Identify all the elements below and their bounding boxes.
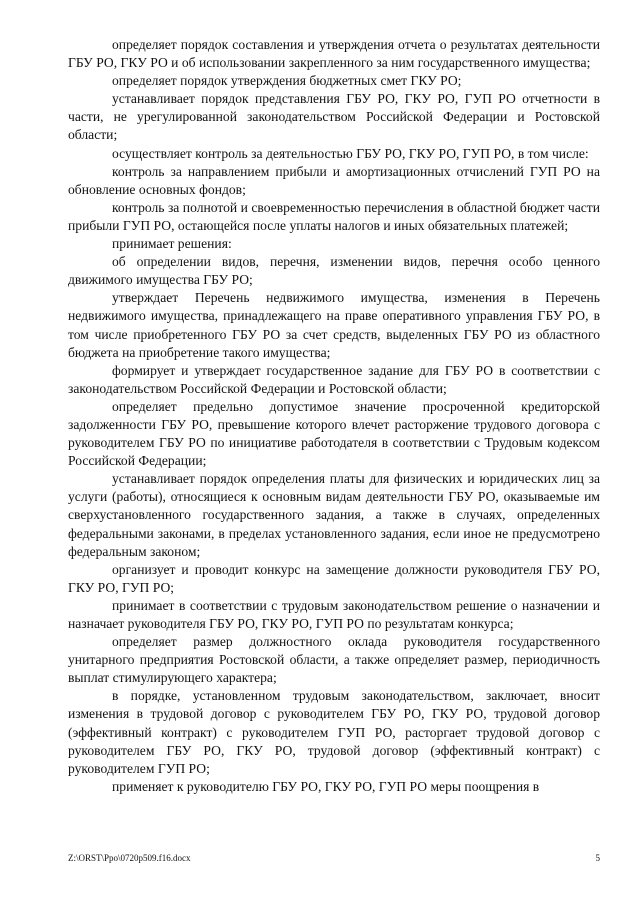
document-body <box>68 36 600 796</box>
footer-page-number: 5 <box>595 853 600 863</box>
paragraph: в порядке, установленном трудовым законодательством, заключает, вносит изменения в трудовой договор с руководителем ГБУ РО, ГКУ РО, трудовой договор (эффективный контракт) с руководителем ГУП РО, расторгает трудовой договор с руководителем ГБУ РО, ГКУ РО, трудовой договор (эффективный контракт) с руководителем ГУП РО; <box>68 688 600 776</box>
paragraph: принимает в соответствии с трудовым законодательством решение о назначении и назначает руководителя ГБУ РО, ГКУ РО, ГУП РО по результатам конкурса; <box>68 597 600 631</box>
paragraph: утверждает Перечень недвижимого имущества, изменения в Перечень недвижимого имущества, принадлежащего на праве оперативного управления ГБУ РО, в том числе приобретенного ГБУ РО за счет средств, выделенных ГБУ РО из областного бюджета на приобретение такого имущества; <box>68 290 600 360</box>
paragraph: определяет размер должностного оклада руководителя государственного унитарного предприятия Ростовской области, а также определяет размер, периодичность выплат стимулирующего характера; <box>68 634 600 686</box>
paragraph: формирует и утверждает государственное задание для ГБУ РО в соответствии с законодательством Российской Федерации и Ростовской области; <box>68 362 600 396</box>
footer-file-path: Z:\ORST\Ppo\0720p509.f16.docx <box>68 853 191 863</box>
paragraph: контроль за направлением прибыли и амортизационных отчислений ГУП РО на обновление основных фондов; <box>68 163 600 197</box>
paragraph: устанавливает порядок представления ГБУ РО, ГКУ РО, ГУП РО отчетности в части, не урегулированной законодательством Российской Федерации и Ростовской области; <box>68 91 600 143</box>
paragraph: определяет порядок составления и утверждения отчета о результатах деятельности ГБУ РО, ГКУ РО и об использовании закрепленного за ним государственного имущества; <box>68 37 600 71</box>
paragraph: принимает решения: <box>112 236 232 252</box>
paragraph: устанавливает порядок определения платы для физических и юридических лиц за услуги (работы), относящиеся к основным видам деятельности ГБУ РО, оказываемые им сверхустановленного государственного задания, а также в случаях, определенных федеральными законами, в пределах установленного задания, если иное не предусмотрено федеральным законом; <box>68 471 600 559</box>
page-footer <box>68 852 600 866</box>
paragraph: об определении видов, перечня, изменении видов, перечня особо ценного движимого имущества ГБУ РО; <box>68 254 600 288</box>
paragraph: организует и проводит конкурс на замещение должности руководителя ГБУ РО, ГКУ РО, ГУП РО; <box>68 561 600 595</box>
paragraph: осуществляет контроль за деятельностью ГБУ РО, ГКУ РО, ГУП РО, в том числе: <box>112 145 589 161</box>
paragraph: определяет предельно допустимое значение просроченной кредиторской задолженности ГБУ РО, превышение которого влечет расторжение трудового договора с руководителем ГБУ РО по инициативе работодателя в соответствии с Трудовым кодексом Российской Федерации; <box>68 398 600 469</box>
paragraph: применяет к руководителю ГБУ РО, ГКУ РО, ГУП РО меры поощрения в <box>112 778 540 794</box>
paragraph: определяет порядок утверждения бюджетных смет ГКУ РО; <box>112 73 462 89</box>
paragraph: контроль за полнотой и своевременностью перечисления в областной бюджет части прибыли ГУП РО, остающейся после уплаты налогов и иных обязательных платежей; <box>68 199 600 233</box>
